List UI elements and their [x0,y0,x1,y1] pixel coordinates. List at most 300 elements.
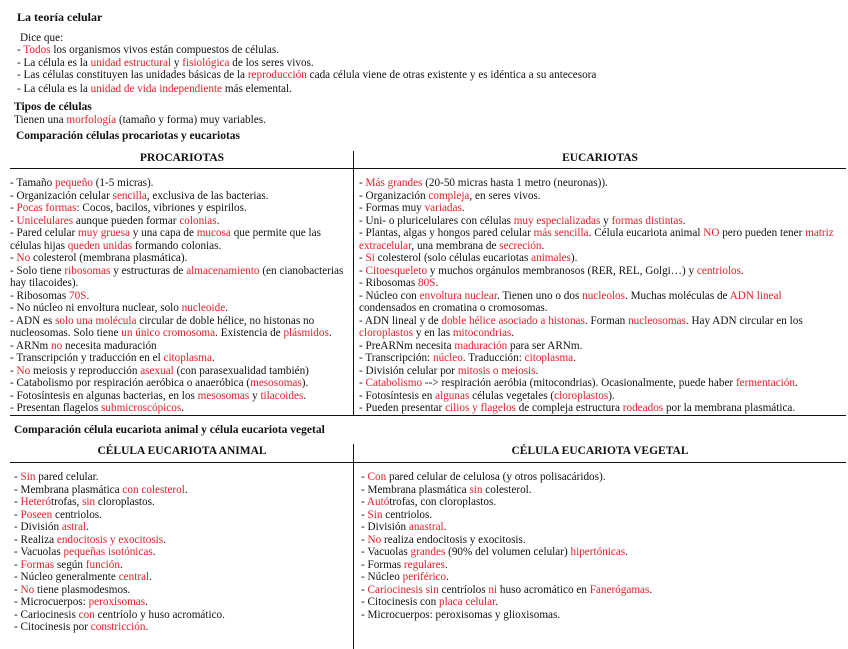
text-run: - Formas muy [359,202,425,214]
highlight-term: con [78,608,95,621]
text-run: . [511,327,515,339]
text-run: y estructuras de [110,264,187,277]
highlight-term: cloroplastos [554,389,609,402]
text-run: - Las células constituyen las unidades básicas de la [17,69,248,81]
highlight-term: hipertónicas [570,546,626,558]
text-run: . [163,533,166,546]
vegetal-item [361,571,652,584]
text-run: (tamaño y forma) muy variables. [116,114,266,126]
text-run: . [461,202,465,214]
text-run: - Membrana plasmática [361,483,470,496]
highlight-term: compleja [428,189,470,202]
text-run: células vegetales ( [469,389,555,402]
highlight-term: morfología [66,114,117,126]
highlight-term: función [85,558,120,571]
text-run: - Fotosíntesis en [359,389,436,402]
text-run: . [119,558,123,571]
highlight-term: Autó [366,496,390,508]
highlight-term: regulares [403,558,445,571]
text-run: - Organización [359,189,429,202]
text-run: - Transcripción: [359,352,433,364]
text-run: . [184,483,188,496]
highlight-term: Sin [367,508,383,521]
highlight-term: fermentación [735,377,795,389]
text-run: - [359,264,366,277]
text-run: - Pared celular [10,227,79,239]
text-run: - [10,252,17,264]
text-run: tiene plasmodesmos. [34,583,131,596]
text-run: centriolos. [52,508,102,521]
eucariotas-item [359,265,841,278]
text-run: - Citocinesis por [14,621,91,633]
text-run: - Presentan flagelos [10,402,102,414]
text-run: más elemental. [222,83,292,95]
animal-item [14,521,225,534]
highlight-term: sin [469,483,483,496]
highlight-term: muy especializadas [513,214,601,227]
text-run: - Transcripción y traducción en el [10,352,164,364]
text-run: centríolo y huso acromático. [94,608,225,621]
highlight-term: pequeñas isotónicas [63,546,153,558]
eucariotas-item [359,252,841,265]
highlight-term: nucleoide [181,302,226,314]
text-run: (1-5 micras). [92,177,154,189]
text-run: y muchos orgánulos membranosos (RER, REL, Golgi…) y [427,264,697,277]
text-run: - Núcleo [361,571,403,583]
text-run: . Hay ADN circular en los [685,314,803,327]
text-run: - División [14,521,62,533]
text-run: - Pueden presentar [359,402,446,414]
eucariotas-item [359,190,841,203]
text-run: necesita maduración [62,339,157,352]
tipos-text [14,114,266,127]
text-run: - Ribosomas [359,277,419,289]
eucariotas-item [359,215,841,228]
text-run: - ADN lineal y de [359,314,442,327]
text-run: - Vacuolas [361,546,411,558]
procariotas-item [10,352,348,365]
text-run: colesterol. [482,483,532,496]
highlight-term: variadas [424,202,462,214]
table2-column-divider [353,444,354,649]
highlight-term: con colesterol [122,483,185,496]
highlight-term: 80S [418,277,436,289]
procariotas-item [10,340,348,353]
animal-item [14,621,225,634]
vegetal-item [361,484,652,497]
text-run: realiza endocitosis y exocitosis. [381,533,526,546]
text-run: colesterol (membrana plasmática). [30,252,188,264]
text-run: - Ribosomas [10,289,70,302]
text-run: - Fotosíntesis en algunas bacterias, en los [10,389,198,402]
text-run: pero pueden tener [719,227,806,239]
animal-item [14,571,225,584]
text-run: ). [301,377,309,389]
highlight-term: ni [488,583,498,596]
highlight-term: formas distintas [611,214,683,227]
text-run: . [541,239,545,252]
text-run: - Membrana plasmática [14,483,123,496]
text-run: - [10,364,17,377]
highlight-term: placa celular [439,596,496,608]
highlight-term: No [367,533,382,546]
highlight-term: ADN lineal [729,289,782,302]
procariotas-item [10,377,348,390]
procariotas-item [10,302,348,315]
vegetal-header: CÉLULA EUCARIOTA VEGETAL [511,445,689,457]
highlight-term: mesosomas [197,389,250,402]
procariotas-header: PROCARIOTAS [139,152,225,164]
highlight-term: cilios y flagelos [445,402,516,414]
highlight-term: constricción [90,621,146,633]
text-run: . [625,546,628,558]
text-run: ). [608,389,615,402]
highlight-term: unidad estructural [90,56,172,69]
procariotas-item [10,315,348,340]
eucariotas-item [359,377,841,390]
eucariotas-list [359,177,841,415]
procariotas-item [10,190,348,203]
text-run: circular de doble hélice, no histonas no nucleosomas. Solo tiene [10,314,315,339]
table2-header-rule [10,462,846,463]
highlight-term: Pocas formas [16,202,77,214]
text-run: : Cocos, bacilos, vibriones y espirilos. [76,202,247,214]
animal-item [14,509,225,522]
text-run: - La célula es la [17,56,91,69]
highlight-term: No [16,252,31,264]
highlight-term: almacenamiento [186,264,260,277]
highlight-term: mitocondrias [452,327,512,339]
text-run: cloroplastos. [95,496,155,508]
highlight-term: centriolos [696,264,742,277]
highlight-term: Unicelulares [16,214,74,227]
text-run: . [794,377,798,389]
text-run: - [359,377,366,389]
vegetal-item [361,496,652,509]
text-run: . [86,289,90,302]
text-run: . Tienen uno o dos [496,289,583,302]
animal-item [14,546,225,559]
text-run: . [328,327,332,339]
text-run: - División [361,521,409,533]
highlight-term: doble hélice asociado a histonas [441,314,585,327]
procariotas-item [10,227,348,252]
text-run: . [211,352,215,364]
text-run: . [649,583,653,596]
text-run: (90% del volumen celular) [445,546,571,558]
text-run: aunque pueden formar [73,214,180,227]
text-run: de compleja estructura [515,402,623,414]
highlight-term: pequeño [55,177,93,189]
highlight-term: un único cromosoma [121,327,216,339]
animal-item [14,471,225,484]
text-run: . [535,364,539,377]
animal-item [14,496,225,509]
highlight-term: sin [82,496,96,508]
text-run: . [443,521,447,533]
text-run: - [17,44,24,56]
highlight-term: Más grandes [365,177,423,189]
highlight-term: maduración [454,339,508,352]
text-run: . Existencia de [215,327,284,339]
animal-header: CÉLULA EUCARIOTA ANIMAL [97,445,267,457]
text-run: (con parasexualidad también) [173,364,309,377]
highlight-term: no [51,339,63,352]
highlight-term: sencilla [112,189,147,202]
text-run: . [225,302,228,314]
vegetal-item [361,534,652,547]
text-run: . [446,571,449,583]
text-run: ). [570,252,578,264]
highlight-term: peroxisomas [88,596,146,608]
text-run: . [152,546,156,558]
highlight-term: mitosis o meiosis [457,364,536,377]
text-run: - Plantas, algas y hongos pared celular [359,227,534,239]
highlight-term: plásmidos [283,327,329,339]
vegetal-item [361,609,652,622]
text-run: y [171,56,183,69]
highlight-term: mesosomas [250,377,302,389]
text-run: , exclusiva de las bacterias. [146,189,269,202]
text-run: condensados en cromatina o cromosomas. [359,302,548,314]
highlight-term: reproducción [247,69,307,81]
eucariotas-header: EUCARIOTAS [562,152,638,164]
highlight-term: Citoesqueleto [365,264,428,277]
text-run: - [14,508,21,521]
text-run: , una membrana de [411,239,500,252]
text-run: . [573,352,576,364]
text-run: - [359,177,366,189]
highlight-term: envoltura nuclear [419,289,497,302]
eucariotas-item [359,290,841,315]
text-run: - [361,583,368,596]
highlight-term: Con [367,471,387,483]
text-run: . [86,521,89,533]
highlight-term: más sencilla [533,227,589,239]
highlight-term: tilacoides [260,389,304,402]
highlight-term: endocitosis y exocitosis [56,533,164,546]
table1-header-rule [10,168,846,169]
procariotas-item [10,215,348,228]
vegetal-item [361,521,652,534]
table1-column-divider [353,151,354,415]
highlight-term: 70S [69,289,87,302]
text-run: trofas, con cloroplastos. [389,496,497,508]
text-run: de los seres vivos. [229,56,314,69]
text-run: --> respiración aeróbia (mitocondrias). Ocasionalmente, puede haber [422,377,736,389]
animal-vegetal-heading: Comparación célula eucariota animal y célula eucariota vegetal [14,424,325,436]
text-run: . Célula eucariota animal [588,227,704,239]
text-run: . [216,214,220,227]
text-run: - PreARNm necesita [359,339,455,352]
text-run: - [14,558,21,571]
highlight-term: fisiológica [182,56,230,69]
text-run: - Vacuolas [14,546,64,558]
eucariotas-item [359,227,841,252]
highlight-term: Heteró [20,496,51,508]
text-run: - Núcleo generalmente [14,571,119,583]
procariotas-item [10,252,348,265]
highlight-term: solo una molécula [55,314,137,327]
text-run: - Formas [361,558,404,571]
text-run: - Núcleo con [359,289,420,302]
text-run: - [361,496,367,508]
eucariotas-item [359,315,841,340]
eucariotas-item [359,202,841,215]
procariotas-list [10,177,348,415]
text-run: - [361,533,368,546]
highlight-term: Poseen [20,508,53,521]
text-run: - Cariocinesis [14,608,79,621]
procariotas-eucariotas-heading: Comparación células procariotas y eucariotas [16,130,241,142]
text-run: - Realiza [14,533,57,546]
vegetal-item [361,559,652,572]
highlight-term: periférico [402,571,447,583]
text-run: . [149,571,152,583]
highlight-term: queden unidas [67,239,133,252]
highlight-term: Catabolismo [365,377,423,389]
vegetal-item [361,546,652,559]
highlight-term: nucleosomas [628,314,686,327]
highlight-term: citoplasma [163,352,212,364]
text-run: huso acromático en [497,583,590,596]
intro-points [17,44,596,96]
highlight-term: mucosa [196,227,231,239]
text-run: . [682,214,686,227]
text-run: que permite que las células hijas [10,227,321,252]
text-run: - No núcleo ni envoltura nuclear, solo [10,302,182,314]
highlight-term: unidad de vida independiente [90,83,223,95]
highlight-term: Si [365,252,375,264]
text-run: colesterol (solo células eucariotas [374,252,532,264]
vegetal-list [361,471,652,621]
text-run: meiosis y reproducción [30,364,141,377]
text-run: . [145,596,148,608]
text-run: . Muchas moléculas de [625,289,730,302]
highlight-term: astral [61,521,87,533]
highlight-term: Cariocinesis sin [367,583,439,596]
procariotas-item [10,390,348,403]
text-run: y [249,389,261,402]
animal-item [14,484,225,497]
text-run: - [14,496,21,508]
animal-item [14,534,225,547]
vegetal-item [361,509,652,522]
highlight-term: animales [531,252,571,264]
text-run: , en seres vivos. [469,189,541,202]
page-title: La teoría celular [17,10,103,24]
procariotas-item [10,365,348,378]
highlight-term: rodeados [622,402,664,414]
highlight-term: citoplasma [524,352,574,364]
text-run: pared celular. [35,471,99,483]
text-run: cada célula viene de otras existente y es idéntica a su antecesora [306,69,597,81]
animal-item [14,596,225,609]
text-run: formando colonias. [132,239,222,252]
vegetal-item [361,471,652,484]
highlight-term: Fanerógamas [589,583,650,596]
text-run: - [359,252,366,264]
highlight-term: grandes [410,546,446,558]
intro-point [17,69,596,83]
text-run: - Microcuerpos: peroxisomas y glioxisomas. [361,608,561,621]
intro-point [17,44,596,57]
highlight-term: anastral [408,521,444,533]
eucariotas-item [359,340,841,353]
text-run: (en cianobacterias hay tilacoides). [10,264,344,289]
eucariotas-item [359,365,841,378]
text-run: centríolos [438,583,489,596]
animal-item [14,609,225,622]
eucariotas-item [359,402,841,415]
text-run: - Organización celular [10,189,113,202]
eucariotas-item [359,352,841,365]
procariotas-item [10,402,348,415]
vegetal-item [361,596,652,609]
table1-bottom-rule [10,415,846,416]
highlight-term: muy gruesa [78,227,130,239]
text-run: centriolos. [382,508,433,521]
highlight-term: cloroplastos [359,327,414,339]
text-run: . Traducción: [462,352,525,364]
procariotas-item [10,290,348,303]
animal-item [14,584,225,597]
text-run: . [741,264,744,277]
intro-point [17,83,596,96]
text-run: por la membrana plasmática. [663,402,796,414]
text-run: - [14,583,21,596]
text-run: . [145,621,149,633]
text-run: los organismos vivos están compuestos de células. [50,44,280,56]
text-run: - Solo tiene [10,264,65,277]
text-run: . [444,558,448,571]
text-run: y en las [413,327,453,339]
text-run: . [495,596,499,608]
highlight-term: ribosomas [64,264,111,277]
eucariotas-item [359,390,841,403]
text-run: . Forman [584,314,629,327]
text-run: . [435,277,439,289]
text-run: según [54,558,86,571]
intro-point [17,57,596,70]
intro-dice-que: Dice que: [20,32,64,44]
animal-item [14,559,225,572]
text-run: - Catabolismo por respiración aeróbica o anaeróbica ( [10,377,251,389]
procariotas-item [10,177,348,190]
highlight-term: matriz extracelular [359,227,834,252]
text-run: - [361,508,368,521]
eucariotas-item [359,277,841,290]
text-run: - [361,471,368,483]
highlight-term: secreción [499,239,542,252]
highlight-term: colonias [179,214,217,227]
highlight-term: nucleolos [582,289,625,302]
text-run: - Citocinesis con [361,596,439,608]
text-run: Tienen una [14,114,67,126]
eucariotas-item [359,177,841,190]
text-run: - División celular por [359,364,458,377]
text-run: y una capa de [129,227,197,239]
text-run: - ADN es [10,314,56,327]
highlight-term: asexual [140,364,174,377]
text-run: - [14,471,21,483]
highlight-term: Formas [20,558,55,571]
text-run: (20-50 micras hasta 1 metro (neuronas)). [422,177,608,189]
text-run: trofas, [50,496,83,508]
highlight-term: Todos [23,44,51,56]
text-run: - [10,214,17,227]
text-run: - [10,202,17,214]
